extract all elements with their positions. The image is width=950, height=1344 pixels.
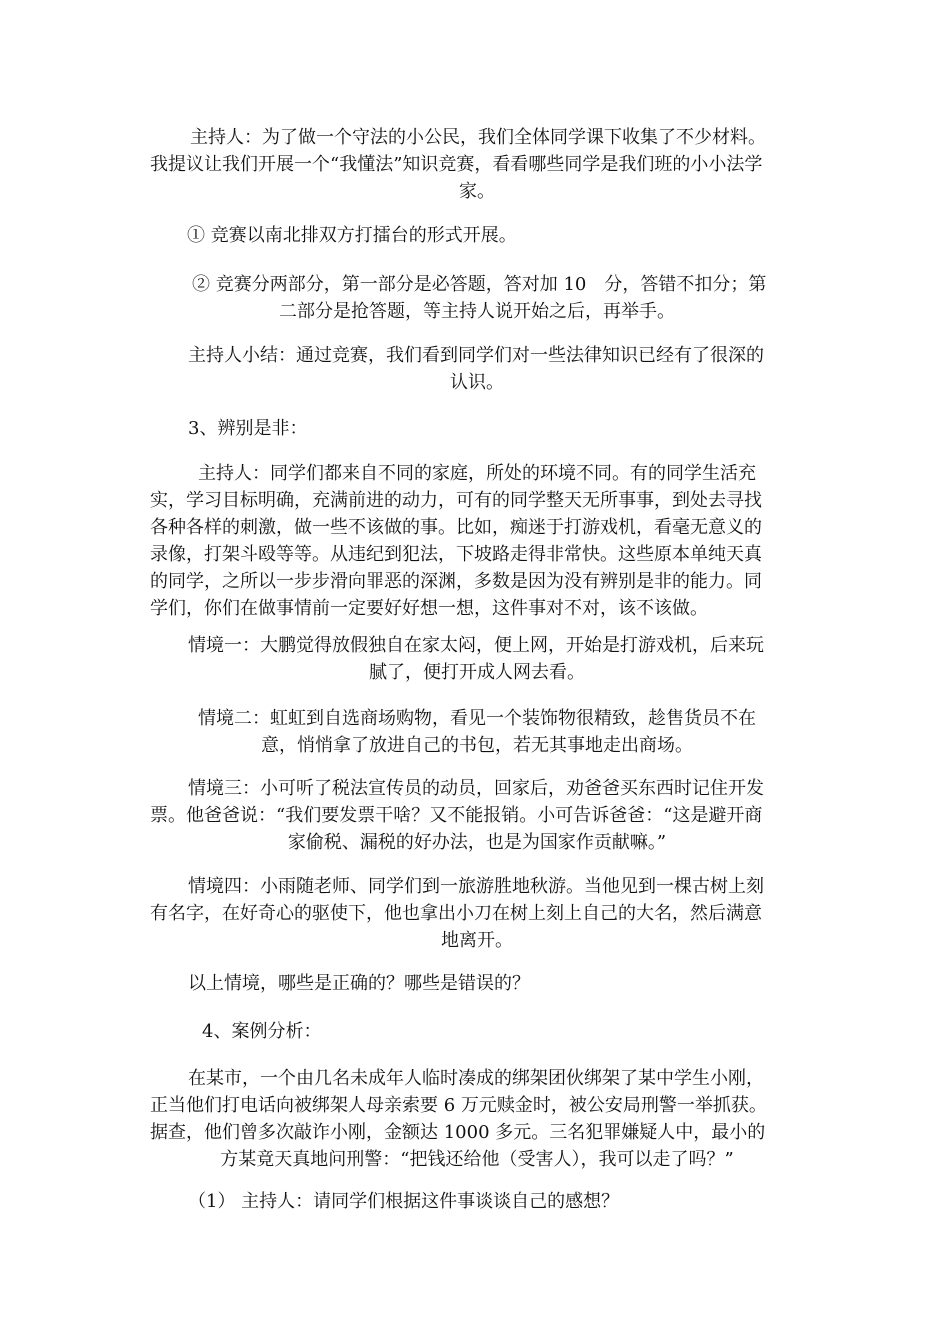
- text-line: 腻了，便打开成人网去看。: [369, 662, 585, 683]
- paragraph-scenario-2: [150, 705, 804, 759]
- text-line: ② 竞赛分两部分，第一部分是必答题，答对加 10 分，答错不扣分；第: [192, 274, 767, 295]
- text-line: 情境三：小可听了税法宣传员的动员，回家后，劝爸爸买东西时记住开发: [188, 778, 764, 799]
- section-heading-4: [150, 1018, 804, 1045]
- text-line: 正当他们打电话向被绑架人母亲索要 6 万元赎金时，被公安局刑警一举抓获。: [150, 1095, 767, 1116]
- text-line: ① 竞赛以南北排双方打擂台的形式开展。: [187, 225, 517, 246]
- paragraph-item-1: [150, 1188, 804, 1215]
- text-line: 票。他爸爸说：“我们要发票干啥？又不能报销。小可告诉爸爸：“这是避开商: [150, 805, 763, 826]
- paragraph-scenario-4: [150, 873, 804, 954]
- paragraph-scenario-3: [150, 775, 804, 856]
- paragraph-host-summary: [150, 342, 804, 396]
- text-line: 认识。: [450, 372, 504, 393]
- section-heading-3: [150, 415, 804, 442]
- text-line: 情境二：虹虹到自选商场购物，看见一个装饰物很精致，趁售货员不在: [198, 708, 756, 729]
- text-line: 录像，打架斗殴等等。从违纪到犯法，下坡路走得非常快。这些原本单纯天真: [150, 544, 762, 565]
- text-line: 3、辨别是非：: [188, 418, 308, 439]
- paragraph-scenario-1: [150, 632, 804, 686]
- text-line: 在某市，一个由几名未成年人临时凑成的绑架团伙绑架了某中学生小刚，: [188, 1068, 764, 1089]
- text-line: 方某竟天真地问刑警：“把钱还给他（受害人），我可以走了吗？”: [220, 1149, 734, 1170]
- paragraph-question: [150, 970, 804, 997]
- text-line: 我提议让我们开展一个“我懂法”知识竞赛，看看哪些同学是我们班的小小法学: [150, 154, 763, 175]
- text-line: 的同学，之所以一步步滑向罪恶的深渊，多数是因为没有辨别是非的能力。同: [150, 571, 762, 592]
- text-line: 主持人：为了做一个守法的小公民，我们全体同学课下收集了不少材料。: [190, 127, 766, 148]
- text-line: 4、案例分析：: [202, 1021, 322, 1042]
- text-line: 二部分是抢答题，等主持人说开始之后，再举手。: [279, 301, 675, 322]
- text-line: 主持人：同学们都来自不同的家庭，所处的环境不同。有的同学生活充: [198, 463, 756, 484]
- paragraph-host-intro: [150, 124, 804, 205]
- text-line: 以上情境，哪些是正确的？哪些是错误的？: [188, 973, 530, 994]
- text-line: 家偷税、漏税的好办法，也是为国家作贡献嘛。”: [287, 832, 667, 853]
- paragraph-case: [150, 1065, 804, 1173]
- text-line: 各种各样的刺激，做一些不该做的事。比如，痴迷于打游戏机，看毫无意义的: [150, 517, 762, 538]
- text-line: 有名字，在好奇心的驱使下，他也拿出小刀在树上刻上自己的大名，然后满意: [150, 903, 762, 924]
- text-line: 地离开。: [441, 930, 513, 951]
- text-line: 据查，他们曾多次敲诈小刚，金额达 1000 多元。三名犯罪嫌疑人中，最小的: [150, 1122, 766, 1143]
- text-line: 意，悄悄拿了放进自己的书包，若无其事地走出商场。: [261, 735, 693, 756]
- text-line: 家。: [459, 181, 495, 202]
- text-line: 学们，你们在做事情前一定要好好想一想，这件事对不对，该不该做。: [150, 598, 708, 619]
- text-line: （1） 主持人：请同学们根据这件事谈谈自己的感想？: [188, 1191, 620, 1212]
- text-line: 实，学习目标明确，充满前进的动力，可有的同学整天无所事事，到处去寻找: [150, 490, 762, 511]
- text-line: 主持人小结：通过竞赛，我们看到同学们对一些法律知识已经有了很深的: [188, 345, 764, 366]
- paragraph-rule-1: [150, 222, 804, 249]
- text-line: 情境一：大鹏觉得放假独自在家太闷，便上网，开始是打游戏机，后来玩: [188, 635, 764, 656]
- paragraph-host-discern: [150, 460, 804, 622]
- text-line: 情境四：小雨随老师、同学们到一旅游胜地秋游。当他见到一棵古树上刻: [188, 876, 764, 897]
- paragraph-rule-2: [150, 271, 804, 325]
